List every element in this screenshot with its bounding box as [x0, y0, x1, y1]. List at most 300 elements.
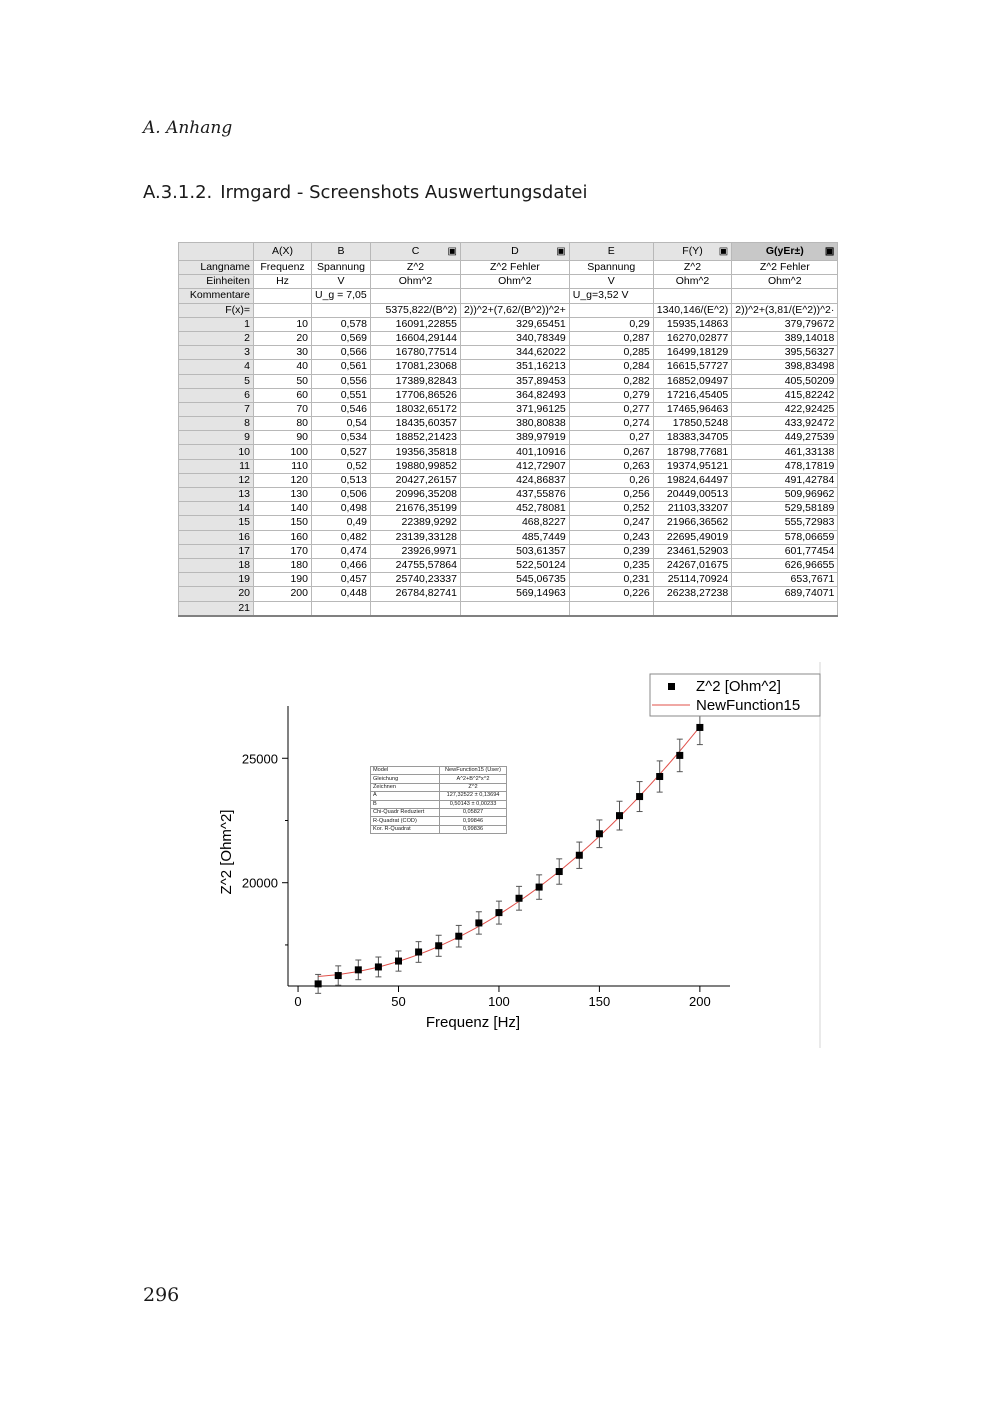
page-number: 296 [143, 1284, 180, 1306]
meta-cell[interactable]: Ohm^2 [461, 275, 570, 289]
meta-cell[interactable]: 2))^2+(7,62/(B^2))^2+ [461, 303, 570, 317]
data-cell[interactable]: 18383,34705 [653, 431, 731, 445]
data-cell[interactable]: 16270,02877 [653, 331, 731, 345]
data-point [415, 948, 422, 955]
data-cell[interactable]: 329,65451 [461, 317, 570, 331]
data-cell[interactable]: 424,86837 [461, 473, 570, 487]
data-point [596, 830, 603, 837]
data-cell[interactable]: 25740,23337 [371, 573, 461, 587]
fit-row [371, 767, 507, 775]
data-cell[interactable]: 389,14018 [732, 331, 838, 345]
data-cell[interactable]: 22389,9292 [371, 516, 461, 530]
column-header-label: G(yEr±) [765, 245, 804, 257]
data-cell[interactable]: 0,457 [312, 573, 371, 587]
data-cell[interactable]: 0,256 [569, 488, 653, 502]
data-cell[interactable]: 578,06659 [732, 530, 838, 544]
row-header[interactable]: 18 [179, 558, 254, 572]
data-cell[interactable]: 16780,77514 [371, 346, 461, 360]
row-header[interactable]: 21 [179, 601, 254, 616]
data-cell[interactable]: 478,17819 [732, 459, 838, 473]
data-cell[interactable]: 452,78081 [461, 502, 570, 516]
data-cell[interactable]: 0,556 [312, 374, 371, 388]
table-row [179, 530, 838, 544]
row-header[interactable]: 19 [179, 573, 254, 587]
fit-row [371, 808, 507, 816]
paste-icon[interactable]: ▣ [718, 246, 729, 257]
data-point [576, 852, 583, 859]
data-cell[interactable]: 0,277 [569, 402, 653, 416]
data-point [495, 909, 502, 916]
fit-row [371, 775, 507, 783]
column-header[interactable] [371, 243, 461, 261]
column-header[interactable] [312, 243, 371, 261]
data-cell[interactable]: 16604,29144 [371, 331, 461, 345]
fit-key: A [371, 792, 440, 800]
fit-value: Z^2 [440, 783, 507, 791]
table-row [179, 402, 838, 416]
fit-key: Kor. R-Quadrat [371, 825, 440, 833]
data-cell[interactable]: 200 [254, 587, 312, 601]
data-cell[interactable] [569, 601, 653, 616]
row-header[interactable]: 3 [179, 346, 254, 360]
meta-cell[interactable]: 2))^2+(3,81/(E^2))^2· [732, 303, 838, 317]
meta-cell[interactable]: Ohm^2 [653, 275, 731, 289]
data-cell[interactable]: 371,96125 [461, 402, 570, 416]
data-cell[interactable]: 0,26 [569, 473, 653, 487]
meta-cell[interactable] [653, 289, 731, 303]
data-cell[interactable]: 433,92472 [732, 417, 838, 431]
data-cell[interactable]: 0,263 [569, 459, 653, 473]
column-header-label: B [337, 245, 345, 257]
data-point [475, 919, 482, 926]
data-cell[interactable]: 0,54 [312, 417, 371, 431]
data-cell[interactable]: 16852,09497 [653, 374, 731, 388]
data-cell[interactable]: 20449,00513 [653, 488, 731, 502]
row-header[interactable]: 9 [179, 431, 254, 445]
data-cell[interactable]: 26238,27238 [653, 587, 731, 601]
row-header[interactable]: Kommentare [179, 289, 254, 303]
column-header-row [179, 243, 838, 261]
data-cell[interactable]: 17081,23068 [371, 360, 461, 374]
data-cell[interactable] [732, 601, 838, 616]
fit-value: 0,05827 [440, 808, 507, 816]
legend-label: NewFunction15 [696, 697, 801, 714]
data-cell[interactable]: 24267,01675 [653, 558, 731, 572]
column-header-label: C [411, 245, 420, 257]
fit-row [371, 825, 507, 833]
data-cell[interactable]: 0,29 [569, 317, 653, 331]
data-cell[interactable]: 0,513 [312, 473, 371, 487]
data-cell[interactable]: 20 [254, 331, 312, 345]
chart [200, 662, 822, 1048]
data-cell[interactable]: 0,284 [569, 360, 653, 374]
data-cell[interactable]: 689,74071 [732, 587, 838, 601]
legend-label: Z^2 [Ohm^2] [696, 678, 781, 695]
data-cell[interactable]: 80 [254, 417, 312, 431]
data-cell[interactable]: 20427,26157 [371, 473, 461, 487]
data-point [335, 972, 342, 979]
spreadsheet-table [178, 242, 838, 617]
data-cell[interactable]: 468,8227 [461, 516, 570, 530]
data-cell[interactable]: 18032,65172 [371, 402, 461, 416]
section-number: A.3.1.2. [143, 182, 213, 203]
fit-result-table [370, 766, 507, 834]
data-cell[interactable]: 24755,57864 [371, 558, 461, 572]
column-header[interactable] [653, 243, 731, 261]
data-cell[interactable]: 60 [254, 388, 312, 402]
data-cell[interactable]: 398,83498 [732, 360, 838, 374]
column-header-label: E [607, 245, 615, 257]
paste-icon[interactable]: ▣ [556, 246, 566, 257]
data-cell[interactable]: 18852,21423 [371, 431, 461, 445]
column-header[interactable] [254, 243, 312, 261]
column-header-selected[interactable] [732, 243, 838, 261]
data-point [355, 966, 362, 973]
table-row [179, 317, 838, 331]
meta-cell[interactable] [254, 303, 312, 317]
meta-row [179, 261, 838, 275]
meta-cell[interactable]: Spannung [312, 261, 371, 275]
data-cell[interactable]: 25114,70924 [653, 573, 731, 587]
x-tick-label: 100 [488, 994, 510, 1009]
meta-cell[interactable]: Spannung [569, 261, 653, 275]
table-row [179, 388, 838, 402]
x-axis-label: Frequenz [Hz] [425, 1014, 521, 1031]
data-cell[interactable]: 18798,77681 [653, 445, 731, 459]
data-cell[interactable]: 415,82242 [732, 388, 838, 402]
data-cell[interactable]: 170 [254, 544, 312, 558]
data-cell[interactable]: 0,226 [569, 587, 653, 601]
meta-cell[interactable]: Ohm^2 [732, 275, 838, 289]
data-cell[interactable]: 626,96655 [732, 558, 838, 572]
fit-key: B [371, 800, 440, 808]
data-cell[interactable]: 379,79672 [732, 317, 838, 331]
running-head: A. Anhang [143, 118, 233, 138]
data-point [696, 724, 703, 731]
row-header[interactable]: 16 [179, 530, 254, 544]
data-cell[interactable]: 503,61357 [461, 544, 570, 558]
fit-key: R-Quadrat (COD) [371, 817, 440, 825]
data-cell[interactable]: 545,06735 [461, 573, 570, 587]
data-cell[interactable]: 422,92425 [732, 402, 838, 416]
meta-cell[interactable] [371, 289, 461, 303]
data-cell[interactable]: 0,285 [569, 346, 653, 360]
meta-cell[interactable]: 5375,822/(B^2) [371, 303, 461, 317]
table-row [179, 573, 838, 587]
row-header[interactable]: 14 [179, 502, 254, 516]
data-cell[interactable]: 0,561 [312, 360, 371, 374]
data-cell[interactable]: 529,58189 [732, 502, 838, 516]
data-cell[interactable]: 0,566 [312, 346, 371, 360]
data-cell[interactable]: 160 [254, 530, 312, 544]
data-cell[interactable]: 395,56327 [732, 346, 838, 360]
data-cell[interactable]: 569,14963 [461, 587, 570, 601]
data-cell[interactable]: 0,267 [569, 445, 653, 459]
data-cell[interactable]: 340,78349 [461, 331, 570, 345]
meta-cell[interactable]: Frequenz [254, 261, 312, 275]
data-cell[interactable]: 0,466 [312, 558, 371, 572]
data-cell[interactable]: 485,7449 [461, 530, 570, 544]
table-row [179, 360, 838, 374]
data-cell[interactable]: 0,239 [569, 544, 653, 558]
meta-cell[interactable]: Ohm^2 [371, 275, 461, 289]
data-cell[interactable]: 437,55876 [461, 488, 570, 502]
data-cell[interactable]: 21676,35199 [371, 502, 461, 516]
data-cell[interactable]: 16615,57727 [653, 360, 731, 374]
section-title: Irmgard - Screenshots Auswertungsdatei [220, 182, 588, 203]
data-cell[interactable]: 180 [254, 558, 312, 572]
data-cell[interactable]: 70 [254, 402, 312, 416]
data-cell[interactable]: 21966,36562 [653, 516, 731, 530]
data-cell[interactable] [371, 601, 461, 616]
x-tick-label: 50 [391, 994, 406, 1009]
meta-cell[interactable]: Z^2 [371, 261, 461, 275]
data-point [455, 933, 462, 940]
data-point [656, 773, 663, 780]
data-point [395, 958, 402, 965]
data-cell[interactable]: 0,498 [312, 502, 371, 516]
data-cell[interactable]: 0,231 [569, 573, 653, 587]
meta-cell[interactable] [254, 289, 312, 303]
data-cell[interactable]: 0,578 [312, 317, 371, 331]
data-cell[interactable]: 23461,52903 [653, 544, 731, 558]
data-cell[interactable]: 20996,35208 [371, 488, 461, 502]
data-cell[interactable]: 0,551 [312, 388, 371, 402]
data-cell[interactable] [653, 601, 731, 616]
data-cell[interactable]: 344,62022 [461, 346, 570, 360]
data-cell[interactable]: 351,16213 [461, 360, 570, 374]
data-cell[interactable]: 110 [254, 459, 312, 473]
data-cell[interactable]: 357,89453 [461, 374, 570, 388]
data-cell[interactable]: 389,97919 [461, 431, 570, 445]
row-header[interactable]: F(x)= [179, 303, 254, 317]
data-cell[interactable]: 0,49 [312, 516, 371, 530]
data-cell[interactable]: 0,534 [312, 431, 371, 445]
fit-key: Gleichung [371, 775, 440, 783]
data-cell[interactable]: 19880,99852 [371, 459, 461, 473]
data-cell[interactable]: 23926,9971 [371, 544, 461, 558]
column-header[interactable] [569, 243, 653, 261]
data-cell[interactable]: 19824,64497 [653, 473, 731, 487]
row-header[interactable]: 20 [179, 587, 254, 601]
fit-key: Zeichnen [371, 783, 440, 791]
table-row [179, 558, 838, 572]
data-cell[interactable]: 0,546 [312, 402, 371, 416]
column-header-label: D [511, 245, 519, 257]
data-cell[interactable]: 19374,95121 [653, 459, 731, 473]
data-cell[interactable]: 0,448 [312, 587, 371, 601]
data-cell[interactable]: 555,72983 [732, 516, 838, 530]
data-cell[interactable]: 491,42784 [732, 473, 838, 487]
data-point [556, 868, 563, 875]
data-cell[interactable]: 0,569 [312, 331, 371, 345]
data-cell[interactable]: 10 [254, 317, 312, 331]
data-cell[interactable]: 130 [254, 488, 312, 502]
row-header[interactable]: 8 [179, 417, 254, 431]
column-header-label: F(Y) [682, 245, 703, 257]
data-cell[interactable]: 0,247 [569, 516, 653, 530]
data-cell[interactable]: 120 [254, 473, 312, 487]
table-row [179, 488, 838, 502]
data-cell[interactable]: 22695,49019 [653, 530, 731, 544]
table-row [179, 516, 838, 530]
data-cell[interactable]: 0,252 [569, 502, 653, 516]
data-cell[interactable]: 0,506 [312, 488, 371, 502]
data-cell[interactable]: 405,50209 [732, 374, 838, 388]
table-row [179, 544, 838, 558]
data-cell[interactable] [254, 601, 312, 616]
data-point [375, 963, 382, 970]
data-cell[interactable]: 40 [254, 360, 312, 374]
row-header[interactable]: 12 [179, 473, 254, 487]
table-row [179, 445, 838, 459]
row-header[interactable]: 17 [179, 544, 254, 558]
data-cell[interactable]: 26784,82741 [371, 587, 461, 601]
x-tick-label: 0 [294, 994, 302, 1009]
column-header[interactable] [461, 243, 570, 261]
corner-cell[interactable] [179, 243, 254, 261]
data-cell[interactable]: 190 [254, 573, 312, 587]
data-cell[interactable]: 380,80838 [461, 417, 570, 431]
table-row [179, 346, 838, 360]
y-tick-label: 25000 [241, 751, 278, 767]
row-header[interactable]: 15 [179, 516, 254, 530]
data-cell[interactable]: 0,474 [312, 544, 371, 558]
meta-cell[interactable]: Hz [254, 275, 312, 289]
data-cell[interactable]: 17216,45405 [653, 388, 731, 402]
data-cell[interactable]: 0,527 [312, 445, 371, 459]
data-cell[interactable]: 100 [254, 445, 312, 459]
meta-row [179, 289, 838, 303]
meta-cell[interactable] [312, 303, 371, 317]
data-cell[interactable]: 0,243 [569, 530, 653, 544]
data-cell[interactable]: 16091,22855 [371, 317, 461, 331]
section-heading [143, 182, 587, 203]
fit-value: NewFunction15 (User) [440, 767, 507, 775]
data-cell[interactable]: 15935,14863 [653, 317, 731, 331]
data-point [676, 752, 683, 759]
data-cell[interactable]: 364,82493 [461, 388, 570, 402]
data-cell[interactable]: 653,7671 [732, 573, 838, 587]
fit-value: 0,99836 [440, 825, 507, 833]
row-header[interactable]: 2 [179, 331, 254, 345]
y-axis-label: Z^2 [Ohm^2] [218, 809, 235, 895]
data-cell[interactable]: 23139,33128 [371, 530, 461, 544]
data-cell[interactable]: 50 [254, 374, 312, 388]
data-cell[interactable]: 0,482 [312, 530, 371, 544]
row-header[interactable]: 6 [179, 388, 254, 402]
meta-cell[interactable] [461, 289, 570, 303]
data-cell[interactable]: 412,72907 [461, 459, 570, 473]
table-row [179, 374, 838, 388]
data-cell[interactable]: 17706,86526 [371, 388, 461, 402]
data-cell[interactable]: 0,235 [569, 558, 653, 572]
table-row [179, 587, 838, 601]
data-cell[interactable]: 19356,35818 [371, 445, 461, 459]
meta-cell[interactable]: Z^2 Fehler [732, 261, 838, 275]
paste-icon[interactable]: ▣ [447, 246, 457, 257]
row-header[interactable]: 10 [179, 445, 254, 459]
data-cell[interactable]: 17465,96463 [653, 402, 731, 416]
fit-row [371, 783, 507, 791]
row-header[interactable]: 11 [179, 459, 254, 473]
data-cell[interactable]: 18435,60357 [371, 417, 461, 431]
y-tick-label: 20000 [241, 875, 278, 891]
paste-icon[interactable]: ▣ [824, 246, 835, 257]
data-cell[interactable]: 601,77454 [732, 544, 838, 558]
row-header[interactable]: Einheiten [179, 275, 254, 289]
data-cell[interactable]: 150 [254, 516, 312, 530]
meta-cell[interactable] [569, 303, 653, 317]
table-row [179, 601, 838, 616]
x-tick-label: 150 [588, 994, 611, 1009]
data-point [315, 980, 322, 987]
data-cell[interactable]: 0,282 [569, 374, 653, 388]
data-cell[interactable]: 21103,33207 [653, 502, 731, 516]
meta-cell[interactable] [732, 289, 838, 303]
meta-row [179, 303, 838, 317]
meta-cell[interactable]: Z^2 [653, 261, 731, 275]
data-cell[interactable] [461, 601, 570, 616]
row-header[interactable]: 5 [179, 374, 254, 388]
data-cell[interactable]: 0,52 [312, 459, 371, 473]
fit-key: Chi-Quadr Reduziert [371, 808, 440, 816]
data-cell[interactable]: 0,287 [569, 331, 653, 345]
table-row [179, 473, 838, 487]
meta-cell[interactable]: 1340,146/(E^2) [653, 303, 731, 317]
table-row [179, 459, 838, 473]
fit-value: 127,32522 ± 0,13694 [440, 792, 507, 800]
row-header[interactable]: 13 [179, 488, 254, 502]
data-point [516, 895, 523, 902]
data-cell[interactable]: 16499,18129 [653, 346, 731, 360]
data-cell[interactable]: 0,274 [569, 417, 653, 431]
data-point [616, 812, 623, 819]
data-cell[interactable]: 522,50124 [461, 558, 570, 572]
data-cell[interactable]: 0,279 [569, 388, 653, 402]
row-header[interactable]: Langname [179, 261, 254, 275]
row-header[interactable]: 4 [179, 360, 254, 374]
data-cell[interactable]: 90 [254, 431, 312, 445]
data-cell[interactable]: 401,10916 [461, 445, 570, 459]
table-row [179, 331, 838, 345]
table-row [179, 417, 838, 431]
fit-value: 0,50143 ± 0,00233 [440, 800, 507, 808]
data-cell[interactable]: 0,27 [569, 431, 653, 445]
data-cell[interactable]: 509,96962 [732, 488, 838, 502]
data-cell[interactable] [312, 601, 371, 616]
meta-cell[interactable]: V [569, 275, 653, 289]
data-cell[interactable]: 17389,82843 [371, 374, 461, 388]
meta-cell[interactable]: U_g = 7,05 [312, 289, 371, 303]
data-cell[interactable]: 461,33138 [732, 445, 838, 459]
data-cell[interactable]: 17850,5248 [653, 417, 731, 431]
data-cell[interactable]: 449,27539 [732, 431, 838, 445]
meta-cell[interactable]: V [312, 275, 371, 289]
fit-row [371, 817, 507, 825]
fit-row [371, 792, 507, 800]
data-cell[interactable]: 30 [254, 346, 312, 360]
data-cell[interactable]: 140 [254, 502, 312, 516]
row-header[interactable]: 7 [179, 402, 254, 416]
fit-value: 0,99846 [440, 817, 507, 825]
fit-row [371, 800, 507, 808]
row-header[interactable]: 1 [179, 317, 254, 331]
meta-cell[interactable]: U_g=3,52 V [569, 289, 653, 303]
meta-cell[interactable]: Z^2 Fehler [461, 261, 570, 275]
legend-marker [668, 683, 675, 690]
data-point [536, 884, 543, 891]
